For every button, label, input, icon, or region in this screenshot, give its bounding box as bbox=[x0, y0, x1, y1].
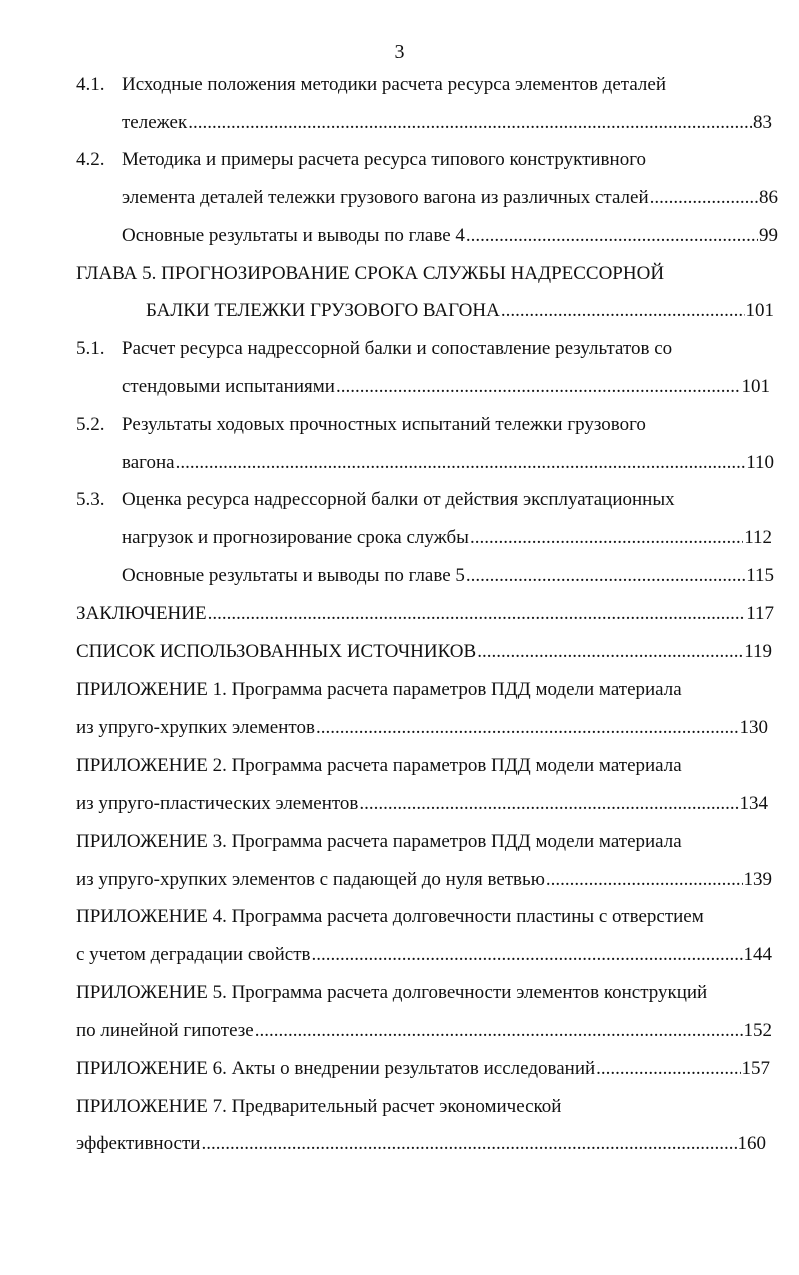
entry-title: элемента деталей тележки грузового вагона из различных сталей bbox=[122, 187, 649, 208]
toc-appendix-6 bbox=[76, 1056, 770, 1082]
leader-dots bbox=[650, 185, 758, 211]
entry-page: 83 bbox=[753, 112, 772, 133]
toc-appendix-1 bbox=[76, 677, 682, 703]
entry-title: ПРИЛОЖЕНИЕ 4. Программа расчета долговечности пластины с отверстием bbox=[76, 906, 704, 927]
entry-title: СПИСОК ИСПОЛЬЗОВАННЫХ ИСТОЧНИКОВ bbox=[76, 641, 477, 662]
leader-dots bbox=[466, 563, 745, 589]
entry-title: ПРИЛОЖЕНИЕ 7. Предварительный расчет экономической bbox=[76, 1096, 562, 1117]
toc-entry-4-1-cont bbox=[122, 110, 772, 136]
leader-dots bbox=[466, 223, 758, 249]
toc-entry-4-2-cont bbox=[122, 185, 778, 211]
entry-page: 160 bbox=[737, 1133, 766, 1154]
leader-dots bbox=[188, 110, 752, 136]
leader-dots bbox=[176, 450, 746, 476]
entry-number: 5.1. bbox=[76, 338, 105, 359]
entry-title: из упруго-пластических элементов bbox=[76, 793, 359, 814]
toc-appendix-5 bbox=[76, 980, 707, 1006]
entry-title: вагона bbox=[122, 452, 175, 473]
entry-title: ПРИЛОЖЕНИЕ 2. Программа расчета параметров ПДД модели материала bbox=[76, 755, 682, 776]
toc-appendix-2-cont bbox=[76, 791, 768, 817]
entry-page: 101 bbox=[745, 300, 774, 321]
toc-entry-conclusion bbox=[76, 601, 774, 627]
entry-page: 110 bbox=[746, 452, 774, 473]
entry-page: 101 bbox=[741, 376, 770, 397]
entry-title: Оценка ресурса надрессорной балки от действия эксплуатационных bbox=[122, 489, 675, 510]
toc-chapter-5-cont bbox=[146, 298, 774, 324]
entry-page: 130 bbox=[739, 717, 768, 738]
toc-appendix-4-cont bbox=[76, 942, 772, 968]
entry-page: 144 bbox=[743, 944, 772, 965]
toc-appendix-1-cont bbox=[76, 715, 768, 741]
toc-entry-5-2-cont bbox=[122, 450, 774, 476]
leader-dots bbox=[501, 298, 745, 324]
toc-entry-5-1 bbox=[76, 336, 672, 362]
leader-dots bbox=[336, 374, 741, 400]
entry-page: 134 bbox=[739, 793, 768, 814]
entry-number: 4.2. bbox=[76, 149, 105, 170]
chapter-title: БАЛКИ ТЕЛЕЖКИ ГРУЗОВОГО ВАГОНА bbox=[146, 300, 500, 321]
entry-page: 157 bbox=[741, 1058, 770, 1079]
toc-entry-conclusions-5 bbox=[122, 563, 774, 589]
entry-title: Результаты ходовых прочностных испытаний тележки грузового bbox=[122, 414, 646, 435]
entry-title: Методика и примеры расчета ресурса типового конструктивного bbox=[122, 149, 647, 170]
toc-entry-5-3 bbox=[76, 487, 675, 513]
toc-appendix-7 bbox=[76, 1094, 561, 1120]
leader-dots bbox=[596, 1056, 740, 1082]
toc-entry-references bbox=[76, 639, 772, 665]
entry-title: ПРИЛОЖЕНИЕ 6. Акты о внедрении результатов исследований bbox=[76, 1058, 596, 1079]
leader-dots bbox=[201, 1131, 736, 1157]
toc-entry-conclusions-4 bbox=[122, 223, 778, 249]
entry-title: тележек bbox=[122, 112, 188, 133]
entry-title: стендовыми испытаниями bbox=[122, 376, 335, 397]
leader-dots bbox=[311, 942, 742, 968]
leader-dots bbox=[477, 639, 743, 665]
entry-page: 115 bbox=[746, 565, 774, 586]
entry-title: нагрузок и прогнозирование срока службы bbox=[122, 527, 469, 548]
entry-title: Основные результаты и выводы по главе 4 bbox=[122, 225, 465, 246]
entry-number: 5.2. bbox=[76, 414, 105, 435]
entry-title: ПРИЛОЖЕНИЕ 1. Программа расчета параметров ПДД модели материала bbox=[76, 679, 682, 700]
toc-appendix-5-cont bbox=[76, 1018, 772, 1044]
toc-chapter-5 bbox=[76, 261, 664, 287]
entry-page: 112 bbox=[744, 527, 772, 548]
toc-entry-4-2 bbox=[76, 147, 646, 173]
entry-title: Расчет ресурса надрессорной балки и сопоставление результатов со bbox=[122, 338, 673, 359]
leader-dots bbox=[359, 791, 738, 817]
entry-page: 117 bbox=[746, 603, 774, 624]
entry-title: с учетом деградации свойств bbox=[76, 944, 311, 965]
entry-page: 86 bbox=[759, 187, 778, 208]
entry-title: Исходные положения методики расчета ресурса элементов деталей bbox=[122, 74, 666, 95]
toc-appendix-3 bbox=[76, 829, 682, 855]
entry-page: 139 bbox=[743, 869, 772, 890]
entry-title: из упруго-хрупких элементов с падающей до нуля ветвью bbox=[76, 869, 545, 890]
entry-title: ПРИЛОЖЕНИЕ 3. Программа расчета параметров ПДД модели материала bbox=[76, 831, 682, 852]
toc-appendix-4 bbox=[76, 904, 704, 930]
page-number: 3 bbox=[394, 41, 405, 63]
leader-dots bbox=[316, 715, 739, 741]
toc-entry-5-3-cont bbox=[122, 525, 772, 551]
toc-entry-5-1-cont bbox=[122, 374, 770, 400]
toc-entry-4-1 bbox=[76, 72, 666, 98]
entry-title: Основные результаты и выводы по главе 5 bbox=[122, 565, 465, 586]
toc-entry-5-2 bbox=[76, 412, 646, 438]
entry-page: 99 bbox=[759, 225, 778, 246]
entry-number: 5.3. bbox=[76, 489, 105, 510]
toc-appendix-7-cont bbox=[76, 1131, 766, 1157]
toc-appendix-2 bbox=[76, 753, 682, 779]
entry-number: 4.1. bbox=[76, 74, 105, 95]
entry-page: 152 bbox=[743, 1020, 772, 1041]
toc-appendix-3-cont bbox=[76, 867, 772, 893]
leader-dots bbox=[546, 867, 743, 893]
entry-title: по линейной гипотезе bbox=[76, 1020, 254, 1041]
entry-page: 119 bbox=[744, 641, 772, 662]
entry-title: ПРИЛОЖЕНИЕ 5. Программа расчета долговечности элементов конструкций bbox=[76, 982, 708, 1003]
leader-dots bbox=[470, 525, 743, 551]
entry-title: эффективности bbox=[76, 1133, 201, 1154]
leader-dots bbox=[208, 601, 746, 627]
leader-dots bbox=[255, 1018, 743, 1044]
chapter-title: ГЛАВА 5. ПРОГНОЗИРОВАНИЕ СРОКА СЛУЖБЫ НАДРЕССОРНОЙ bbox=[76, 263, 665, 284]
entry-title: ЗАКЛЮЧЕНИЕ bbox=[76, 603, 207, 624]
entry-title: из упруго-хрупких элементов bbox=[76, 717, 315, 738]
